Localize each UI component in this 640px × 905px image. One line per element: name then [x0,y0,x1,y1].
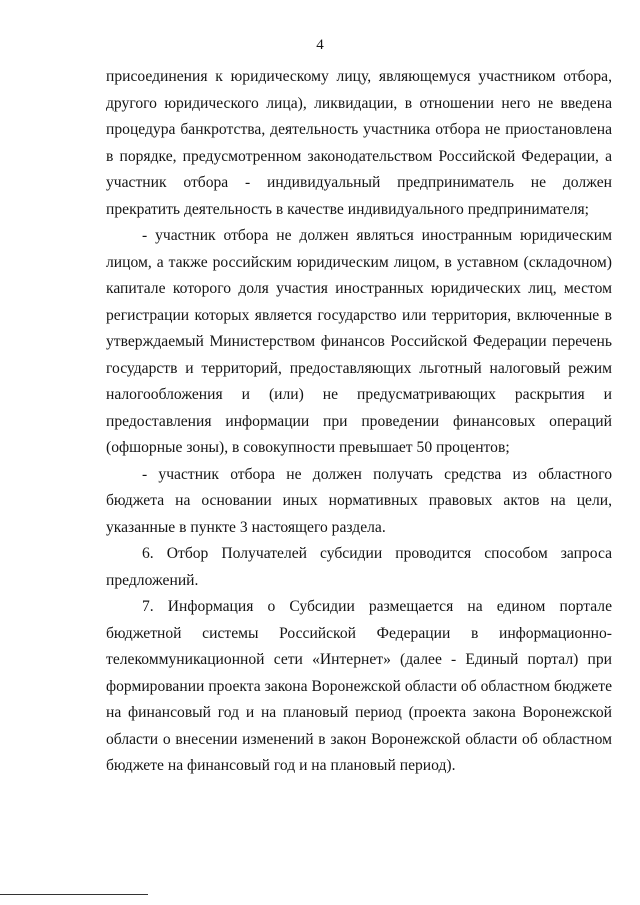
paragraph-item-6: 6. Отбор Получателей субсидии проводится способом запроса предложений. [106,545,612,589]
paragraph-regional-budget-requirement: - участник отбора не должен получать средства из областного бюджета на основании иных нормативных правовых актов на цели, указанные в пункте 3 настоящего раздела. [106,465,612,536]
footnote-separator-line [0,894,148,895]
paragraph-foreign-entity-requirement: - участник отбора не должен являться иностранным юридическим лицом, а также российским юридическим лицом, в уставном (складочном) капитале которого доля участия иностранных юридических лиц, местом регистрации которых является государство или территория, включенные в утверждаемый Министерством финансов Российской Федерации перечень государств и территорий, предоставляющих льготный налоговый режим налогообложения и (или) не предусматривающих раскрытия и предоставления информации при проведении финансовых операций (офшорные зоны), в совокупности превышает 50 процентов; [106,227,612,456]
paragraph-item-7: 7. Информация о Субсидии размещается на едином портале бюджетной системы Российской Федерации в информационно-телекоммуникационной сети «Интернет» (далее - Единый портал) при формировании проекта закона Воронежской области об областном бюджете на финансовый год и на плановый период (проекта закона Воронежской области о внесении изменений в закон Воронежской области об областном бюджете на финансовый год и на плановый период). [106,598,612,774]
document-body [106,64,612,780]
page-number: 4 [316,37,324,53]
paragraph-continuation: присоединения к юридическому лицу, являющемуся участником отбора, другого юридического лица), ликвидации, в отношении него не введена процедура банкротства, деятельность участника отбора не приостановлена в порядке, предусмотренном законодательством Российской Федерации, а участник отбора - индивидуальный предприниматель не должен прекратить деятельность в качестве индивидуального предпринимателя; [106,68,612,218]
